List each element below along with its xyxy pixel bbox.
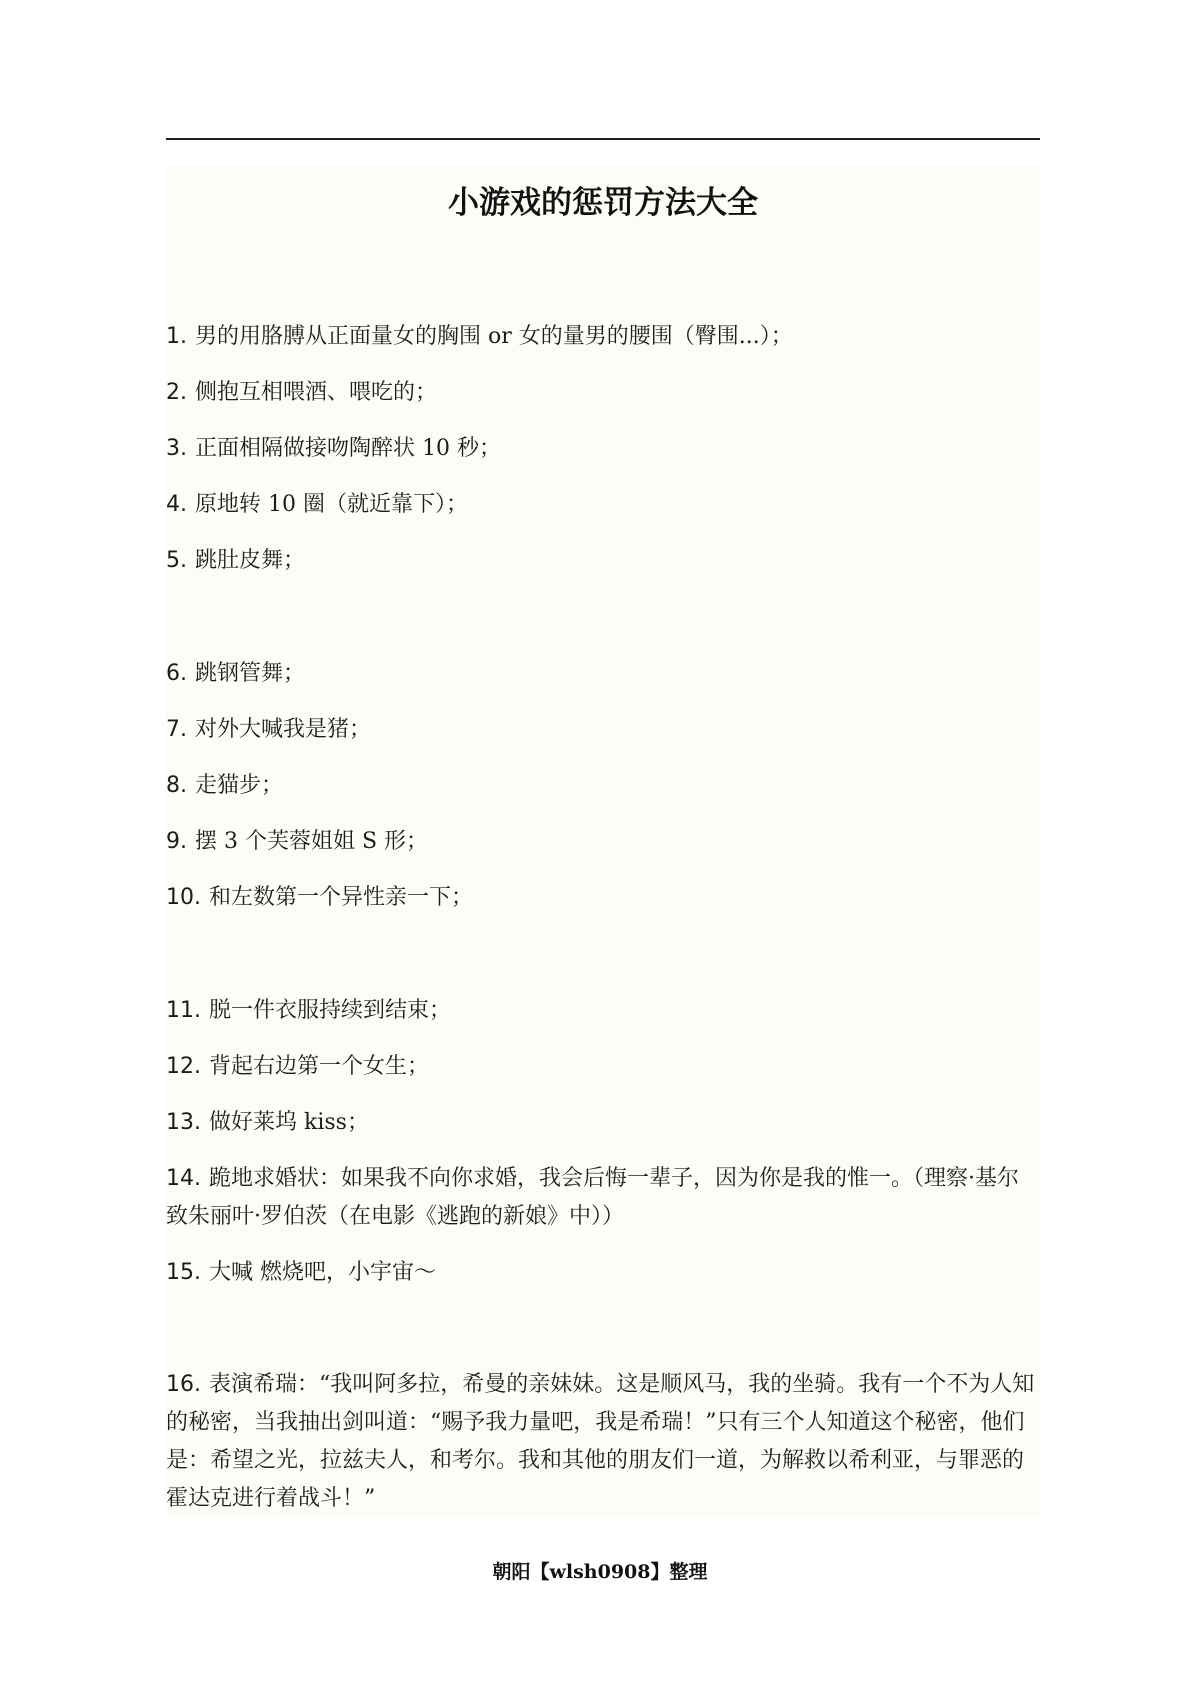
- item-text: 做好莱坞 kiss；: [209, 1110, 369, 1135]
- item-number: 11.: [166, 998, 201, 1023]
- list-item: [166, 1160, 1040, 1236]
- list-item: [166, 1366, 1040, 1518]
- item-number: 1.: [166, 324, 187, 349]
- list-item: [166, 879, 1040, 917]
- item-number: 2.: [166, 380, 187, 405]
- document-title: 小游戏的惩罚方法大全: [448, 185, 758, 221]
- item-text: 跳肚皮舞；: [195, 548, 306, 573]
- item-number: 6.: [166, 661, 187, 686]
- list-item: [166, 767, 1040, 805]
- item-text: 摆 3 个芙蓉姐姐 S 形；: [195, 829, 429, 854]
- item-text: 跪地求婚状：如果我不向你求婚，我会后悔一辈子，因为你是我的惟一。（理察·基尔致朱丽叶·罗伯茨（在电影《逃跑的新娘》中））: [166, 1166, 1019, 1229]
- item-number: 16.: [166, 1372, 201, 1397]
- list-item: [166, 318, 1040, 356]
- item-number: 12.: [166, 1054, 201, 1079]
- list-item: [166, 711, 1040, 749]
- item-number: 13.: [166, 1110, 201, 1135]
- item-number: 7.: [166, 717, 187, 742]
- item-number: 14.: [166, 1166, 201, 1191]
- item-number: 10.: [166, 885, 201, 910]
- item-text: 侧抱互相喂酒、喂吃的；: [195, 380, 438, 405]
- item-number: 8.: [166, 773, 187, 798]
- item-text: 走猫步；: [195, 773, 284, 798]
- page-footer: 朝阳【wlsh0908】整理: [492, 1561, 708, 1583]
- item-number: 5.: [166, 548, 187, 573]
- item-text: 对外大喊我是猪；: [195, 717, 372, 742]
- list-item: [166, 823, 1040, 861]
- list-item: [166, 1254, 1040, 1292]
- item-text: 脱一件衣服持续到结束；: [209, 998, 452, 1023]
- item-text: 大喊 燃烧吧，小宇宙～: [209, 1260, 436, 1285]
- list-item: [166, 374, 1040, 412]
- item-number: 9.: [166, 829, 187, 854]
- list-item: [166, 542, 1040, 580]
- top-rule: [166, 138, 1040, 140]
- item-text: 男的用胳膊从正面量女的胸围 or 女的量男的腰围（臀围...）；: [195, 324, 793, 349]
- item-text: 跳钢管舞；: [195, 661, 306, 686]
- item-text: 和左数第一个异性亲一下；: [209, 885, 474, 910]
- item-text: 正面相隔做接吻陶醉状 10 秒；: [195, 436, 501, 461]
- item-number: 3.: [166, 436, 187, 461]
- list-item: [166, 992, 1040, 1030]
- list-item: [166, 1048, 1040, 1086]
- item-text: 表演希瑞：“我叫阿多拉，希曼的亲妹妹。这是顺风马，我的坐骑。我有一个不为人知的秘密，当我抽出剑叫道：“赐予我力量吧，我是希瑞！”只有三个人知道这个秘密，他们是：希望之光，拉兹夫人，和考尔。我和其他的朋友们一道，为解救以希利亚，与罪恶的霍达克进行着战斗！”: [166, 1372, 1035, 1511]
- list-item: [166, 486, 1040, 524]
- item-text: 背起右边第一个女生；: [209, 1054, 430, 1079]
- item-text: 原地转 10 圈（就近靠下）；: [195, 492, 468, 517]
- list-item: [166, 430, 1040, 468]
- list-item: [166, 655, 1040, 693]
- item-number: 15.: [166, 1260, 201, 1285]
- list-item: [166, 1104, 1040, 1142]
- item-number: 4.: [166, 492, 187, 517]
